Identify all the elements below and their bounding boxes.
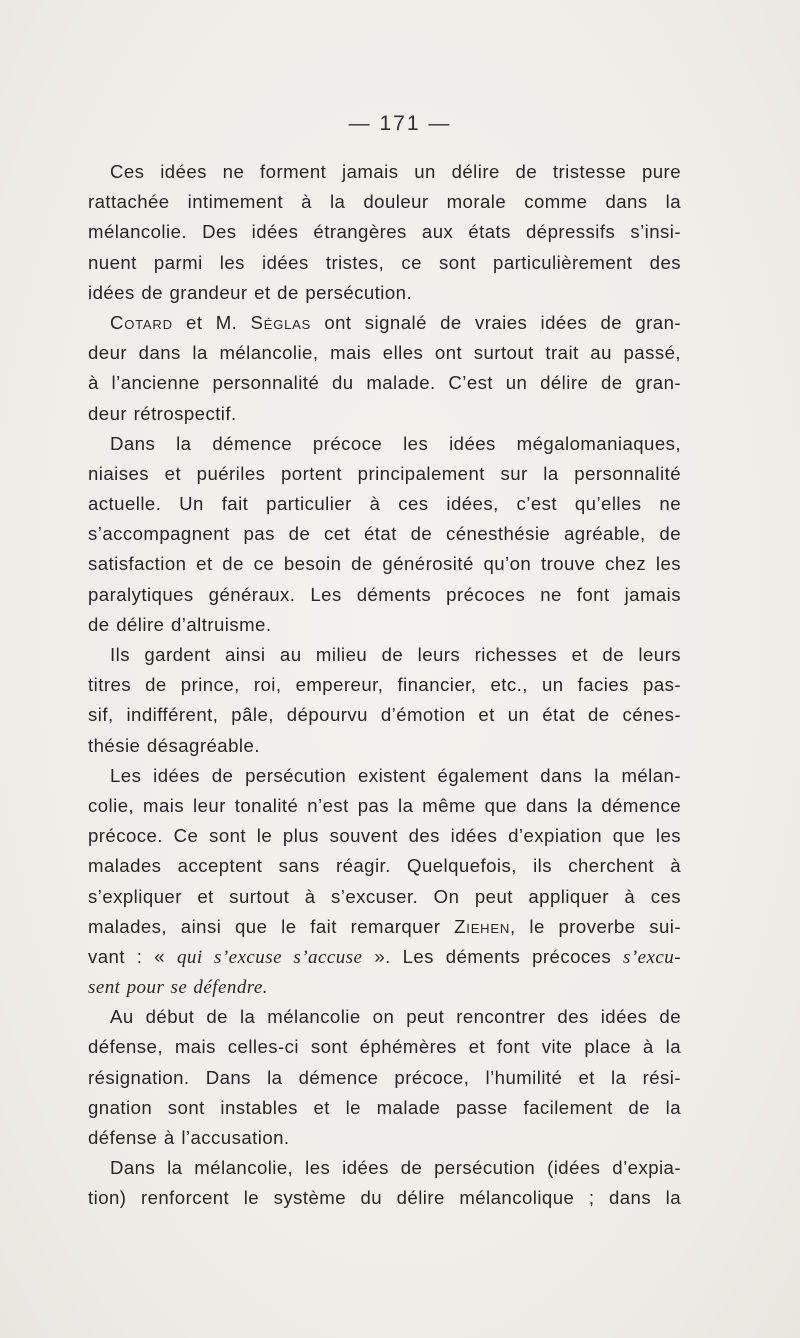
text-line	[88, 1093, 681, 1123]
text-segment: Dans la démence précoce les idées mégalomaniaques,	[110, 432, 681, 454]
text-segment: et M.	[172, 311, 251, 333]
text-line	[88, 1153, 681, 1183]
text-line	[88, 368, 681, 398]
text-segment: Dans la mélancolie, les idées de persécution (idées d’expia-	[110, 1157, 681, 1179]
text-line	[88, 399, 681, 429]
italic-text: sent pour se défendre.	[88, 977, 268, 999]
text-segment: deur rétrospectif.	[88, 402, 237, 424]
text-line	[88, 187, 681, 217]
text-segment: de délire d’altruisme.	[88, 613, 272, 635]
text-segment: mélancolie. Des idées étrangères aux états dépressifs s’insi-	[88, 221, 681, 243]
text-segment: rattachée intimement à la douleur morale comme dans la	[88, 191, 681, 213]
text-segment: précoce. Ce sont le plus souvent des idées d’expiation que les	[88, 825, 681, 847]
text-line	[88, 1183, 681, 1213]
text-line	[88, 700, 681, 730]
text-line	[88, 549, 681, 579]
text-line	[88, 821, 681, 851]
text-segment: deur dans la mélancolie, mais elles ont surtout trait au passé,	[88, 342, 681, 364]
text-line	[88, 882, 681, 912]
text-line	[88, 278, 681, 308]
text-line	[88, 308, 681, 338]
text-line	[88, 640, 681, 670]
text-segment: résignation. Dans la démence précoce, l’humilité et la rési-	[88, 1066, 681, 1088]
text-segment: titres de prince, roi, empereur, financier, etc., un facies pas-	[88, 674, 681, 696]
text-segment: à l’ancienne personnalité du malade. C’est un délire de gran-	[88, 372, 681, 394]
text-line	[88, 217, 681, 247]
text-segment: vant : «	[88, 945, 177, 967]
text-line	[88, 972, 681, 1002]
text-segment: actuelle. Un fait particulier à ces idées, c’est qu’elles ne	[88, 493, 681, 515]
text-segment: paralytiques généraux. Les déments précoces ne font jamais	[88, 583, 681, 605]
text-segment: niaises et puériles portent principalement sur la personnalité	[88, 462, 681, 484]
page-number: — 171 —	[348, 112, 452, 135]
text-segment: malades acceptent sans réagir. Quelquefois, ils cherchent à	[88, 855, 681, 877]
text-line	[88, 1063, 681, 1093]
text-line	[88, 489, 681, 519]
italic-text: s’excu-	[623, 946, 681, 968]
text-line	[88, 1032, 681, 1062]
text-segment: idées de grandeur et de persécution.	[88, 281, 413, 303]
text-line	[88, 157, 681, 187]
text-segment: Ces idées ne forment jamais un délire de tristesse pure	[110, 161, 681, 182]
author-name: Séglas	[250, 311, 312, 333]
text-segment: défense, mais celles-ci sont éphémères et font vite place à la	[88, 1036, 681, 1058]
text-line	[88, 851, 681, 881]
text-segment: colie, mais leur tonalité n’est pas la même que dans la démence	[88, 794, 681, 816]
text-segment: tion) renforcent le système du délire mélancolique ; dans la	[88, 1187, 681, 1209]
text-segment: s’accompagnent pas de cet état de cénesthésie agréable, de	[88, 523, 681, 545]
text-segment: défense à l’accusation.	[88, 1127, 290, 1148]
text-segment: Les idées de persécution existent également dans la mélan-	[110, 764, 681, 786]
text-segment: nuent parmi les idées tristes, ce sont particulièrement des	[88, 251, 681, 273]
text-line	[88, 580, 681, 610]
text-line	[88, 429, 681, 459]
text-line	[88, 1123, 681, 1153]
text-segment: thésie désagréable.	[88, 734, 260, 756]
text-line	[88, 761, 681, 791]
text-line	[88, 942, 681, 972]
body-text	[88, 157, 681, 1214]
author-name: Ziehen	[454, 915, 511, 937]
text-line	[88, 610, 681, 640]
text-segment: gnation sont instables et le malade passe facilement de la	[88, 1096, 681, 1118]
text-segment: , le proverbe sui-	[510, 915, 681, 937]
text-line	[88, 248, 681, 278]
text-line	[88, 1002, 681, 1032]
text-line	[88, 670, 681, 700]
text-segment: Ils gardent ainsi au milieu de leurs richesses et de leurs	[110, 644, 681, 665]
author-name: Cotard	[110, 311, 173, 333]
text-segment: ont signalé de vraies idées de gran-	[311, 311, 681, 333]
text-line	[88, 338, 681, 368]
text-line	[88, 459, 681, 489]
text-segment: sif, indifférent, pâle, dépourvu d’émotion et un état de cénes-	[88, 704, 681, 726]
text-line	[88, 519, 681, 549]
text-line	[88, 731, 681, 761]
text-segment: s’expliquer et surtout à s’excuser. On peut appliquer à ces	[88, 885, 681, 907]
text-segment: satisfaction et de ce besoin de générosité qu’on trouve chez les	[88, 553, 681, 575]
text-segment: malades, ainsi que le fait remarquer	[88, 915, 455, 937]
text-line	[88, 791, 681, 821]
text-segment: Au début de la mélancolie on peut rencontrer des idées de	[110, 1006, 681, 1028]
text-segment: ». Les déments précoces	[362, 945, 624, 967]
italic-text: qui s’excuse s’accuse	[176, 946, 363, 968]
text-line	[88, 912, 681, 942]
